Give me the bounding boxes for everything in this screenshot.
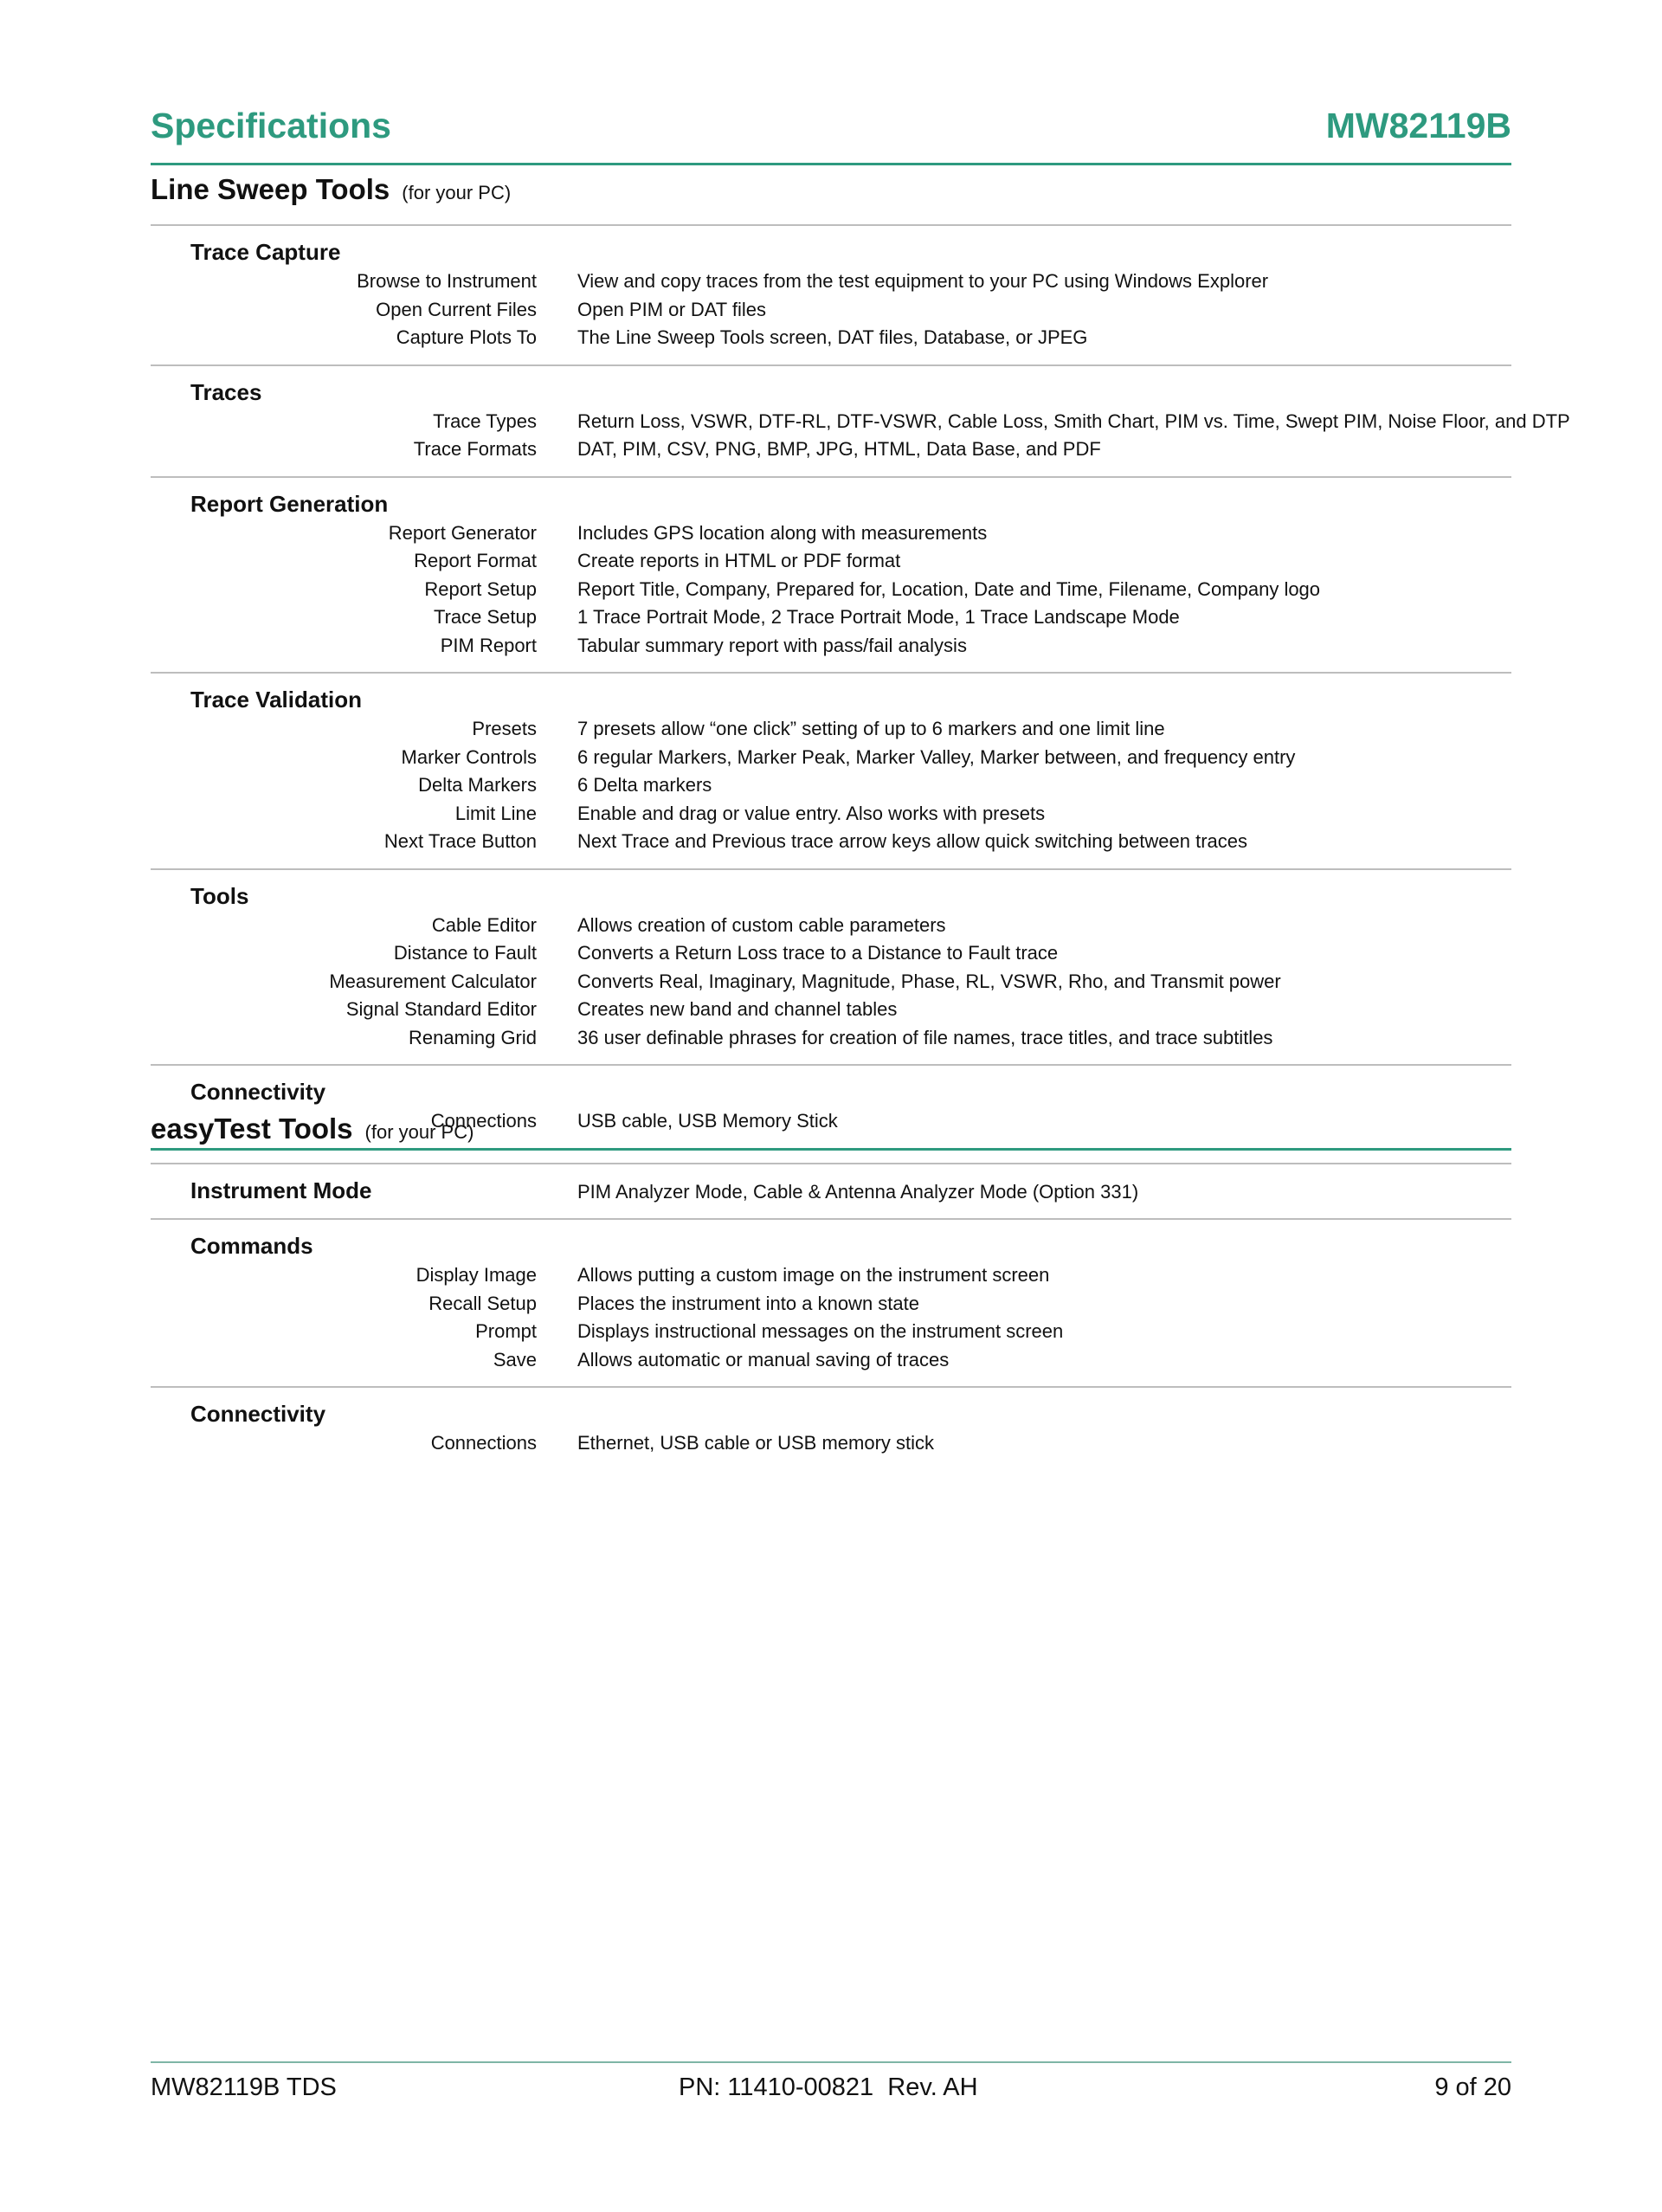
spec-value: Allows creation of custom cable parameters [577, 913, 946, 936]
spec-label: Measurement Calculator [329, 970, 537, 992]
easytest-title: easyTest Tools [151, 1112, 353, 1145]
spec-row [151, 996, 1511, 1024]
spec-row [151, 939, 1511, 968]
spec-value: Open PIM or DAT files [577, 298, 767, 320]
spec-row [151, 1290, 1511, 1319]
group-title: Trace Capture [190, 239, 341, 265]
group-title: Trace Validation [190, 687, 362, 713]
spec-row [151, 800, 1511, 829]
spec-row [151, 324, 1511, 352]
spec-row [151, 547, 1511, 576]
spec-label: Prompt [475, 1320, 537, 1342]
group-traces [151, 364, 1570, 476]
spec-row [151, 1024, 1511, 1053]
page-footer [151, 2061, 1511, 2106]
spec-value: Places the instrument into a known state [577, 1292, 919, 1314]
spec-value: 7 presets allow “one click” setting of up to 6 markers and one limit line [577, 718, 1165, 739]
spec-label: Connections [430, 1432, 537, 1454]
spec-value: View and copy traces from the test equipment to your PC using Windows Explorer [577, 270, 1269, 292]
spec-row [151, 828, 1511, 856]
spec-row [151, 1346, 1511, 1375]
spec-row [151, 912, 1511, 940]
spec-label: Limit Line [454, 802, 537, 824]
easytest-section-title [151, 1112, 473, 1145]
spec-label: Capture Plots To [396, 326, 537, 348]
spec-value: 36 user definable phrases for creation of file names, trace titles, and trace subtitles [577, 1026, 1273, 1048]
spec-value: Converts a Return Loss trace to a Distance to Fault trace [577, 942, 1059, 964]
spec-value: Allows putting a custom image on the instrument screen [577, 1264, 1050, 1286]
spec-label: PIM Report [440, 634, 537, 656]
spec-row [151, 771, 1511, 800]
spec-label: Trace Formats [413, 438, 537, 460]
line-sweep-table [151, 224, 1570, 1151]
spec-label: Next Trace Button [383, 830, 537, 852]
spec-value: Includes GPS location along with measurements [577, 521, 988, 544]
group-trace-capture [151, 224, 1511, 364]
spec-label: Cable Editor [431, 913, 537, 936]
spec-label: Display Image [416, 1264, 537, 1286]
spec-row [151, 519, 1511, 548]
spec-label: Report Setup [424, 577, 537, 600]
spec-label: Open Current Files [376, 298, 537, 320]
model-number: MW82119B [1325, 106, 1511, 145]
spec-row [151, 968, 1511, 996]
spec-row [151, 715, 1511, 744]
spec-row [151, 268, 1511, 296]
group-title: Connectivity [190, 1079, 326, 1105]
spec-label: Save [493, 1348, 537, 1370]
spec-label: Recall Setup [428, 1292, 537, 1314]
spec-value: 1 Trace Portrait Mode, 2 Trace Portrait Mode, 1 Trace Landscape Mode [577, 606, 1180, 628]
spec-row [151, 632, 1511, 661]
spec-label: Signal Standard Editor [345, 998, 537, 1020]
section-divider [151, 1148, 1511, 1151]
spec-value: Displays instructional messages on the instrument screen [577, 1320, 1064, 1342]
group-trace-validation [151, 672, 1511, 868]
spec-value: Create reports in HTML or PDF format [577, 550, 901, 571]
spec-row [151, 296, 1511, 325]
spec-value: Allows automatic or manual saving of traces [577, 1348, 950, 1370]
spec-row [151, 603, 1511, 632]
spec-value: 6 Delta markers [577, 774, 712, 796]
spec-value: DAT, PIM, CSV, PNG, BMP, JPG, HTML, Data Base, and PDF [577, 438, 1101, 460]
instrument-mode-row [151, 1175, 1511, 1206]
footer-doc-name: MW82119B TDS [151, 2073, 337, 2101]
spec-row [151, 576, 1511, 604]
spec-label: Browse to Instrument [357, 270, 537, 292]
line-sweep-note: (for your PC) [402, 182, 512, 203]
spec-label: Delta Markers [418, 774, 537, 796]
spec-row [151, 1261, 1511, 1290]
group-tools [151, 868, 1511, 1065]
group-connectivity [151, 1386, 1511, 1470]
page-header [151, 106, 1511, 165]
spec-value: PIM Analyzer Mode, Cable & Antenna Analyzer Mode (Option 331) [577, 1181, 1139, 1203]
group-instrument-mode [151, 1163, 1511, 1218]
spec-value: Report Title, Company, Prepared for, Location, Date and Time, Filename, Company logo [577, 577, 1321, 600]
spec-label: Trace Setup [433, 606, 537, 628]
group-commands [151, 1218, 1511, 1386]
group-title: Connectivity [190, 1401, 326, 1427]
group-title: Tools [190, 882, 249, 909]
page-title: Specifications [151, 106, 391, 145]
spec-value: Next Trace and Previous trace arrow keys allow quick switching between traces [577, 830, 1248, 852]
group-title: Traces [190, 378, 262, 405]
spec-label: Marker Controls [401, 745, 537, 768]
spec-label: Trace Types [433, 410, 537, 432]
spec-value: Return Loss, VSWR, DTF-RL, DTF-VSWR, Cable Loss, Smith Chart, PIM vs. Time, Swept PIM, Noise Floor, and DTP [577, 410, 1570, 432]
spec-value: The Line Sweep Tools screen, DAT files, Database, or JPEG [577, 326, 1088, 348]
spec-value: Tabular summary report with pass/fail analysis [577, 634, 967, 656]
footer-page-number: 9 of 20 [1434, 2073, 1511, 2101]
footer-part-number: PN: 11410-00821 Rev. AH [679, 2073, 978, 2101]
line-sweep-section-title [151, 173, 511, 206]
group-report-generation [151, 476, 1511, 673]
spec-label: Distance to Fault [393, 942, 537, 964]
spec-value: USB cable, USB Memory Stick [577, 1110, 838, 1132]
group-title: Report Generation [190, 490, 389, 517]
spec-label: Report Format [414, 550, 537, 571]
spec-label: Connections [430, 1110, 537, 1132]
spec-label: Renaming Grid [409, 1026, 537, 1048]
spec-value: 6 regular Markers, Marker Peak, Marker Valley, Marker between, and frequency entry [577, 745, 1296, 768]
line-sweep-title: Line Sweep Tools [151, 173, 390, 205]
spec-row [151, 435, 1511, 464]
spec-row [151, 408, 1570, 436]
easytest-note: (for your PC) [364, 1121, 474, 1143]
spec-row [151, 744, 1511, 772]
spec-label: Report Generator [388, 521, 537, 544]
spec-row [151, 1429, 1511, 1458]
spec-value: Converts Real, Imaginary, Magnitude, Phase, RL, VSWR, Rho, and Transmit power [577, 970, 1281, 992]
group-title: Instrument Mode [190, 1177, 372, 1203]
spec-label: Presets [472, 718, 537, 739]
spec-value: Enable and drag or value entry. Also works with presets [577, 802, 1046, 824]
spec-value: Creates new band and channel tables [577, 998, 898, 1020]
group-title: Commands [190, 1233, 313, 1259]
spec-value: Ethernet, USB cable or USB memory stick [577, 1432, 935, 1454]
easytest-table [151, 1163, 1511, 1470]
spec-row [151, 1318, 1511, 1346]
